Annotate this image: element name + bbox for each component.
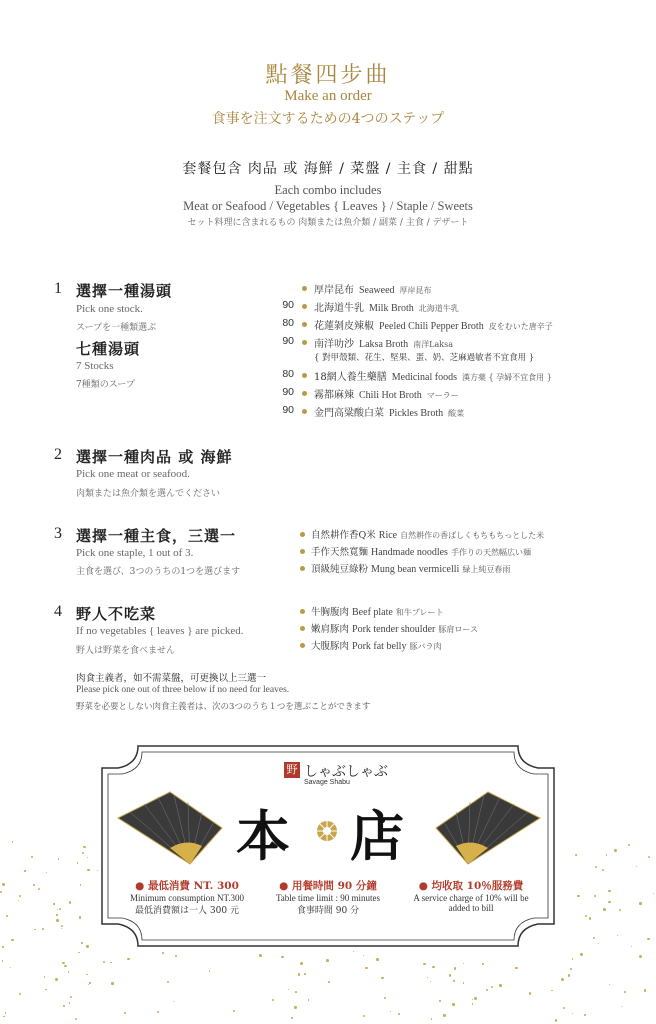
gold-speck [89,982,90,983]
broth-name-jp: 酸菜 [448,409,465,418]
gold-speck [482,963,484,965]
gold-speck [390,1011,391,1012]
step-number: 3 [54,525,62,542]
gold-speck [595,866,597,868]
gold-speck [499,984,502,987]
meat-name: 大腹豚肉 [311,641,350,652]
condition-title: 均收取 10％服務費 [431,880,524,892]
gold-speck [463,963,464,964]
gold-speck [624,991,626,993]
gold-speck [81,942,83,944]
gold-speck [563,1007,565,1009]
broth-name-en: Peeled Chili Pepper Broth [379,321,484,332]
gold-speck [432,966,435,969]
gold-speck [614,849,617,852]
staple-name-en: Handmade noodles [371,547,448,558]
condition-en: Table time limit : 90 minutes [275,893,381,903]
combo-heading: 套餐包含 肉品 或 海鮮 / 菜盤 / 主食 / 甜點 [182,161,474,177]
gold-speck [443,1014,446,1017]
broth-item [278,317,638,333]
gold-speck [555,1019,558,1022]
gold-speck [430,981,431,982]
gold-speck [87,869,90,872]
store-card [98,742,558,950]
gold-speck [653,893,654,894]
broth-item [278,281,638,297]
gold-speck [619,909,622,912]
gold-speck [584,1014,585,1015]
gold-speck [365,967,368,970]
broth-name-en: Pickles Broth [389,408,444,419]
step-en: Pick one stock. [76,303,143,315]
meat-name-jp: 豚バラ肉 [409,642,442,651]
gold-speck [427,977,428,978]
gold-speck [124,1012,126,1014]
gold-speck [61,928,62,929]
gold-speck [38,888,41,891]
gold-speck [551,990,552,991]
store-title-right: 店 [350,804,404,868]
gold-speck [474,997,476,999]
gold-speck [162,952,163,953]
stock-count-en: 7 Stocks [76,360,114,372]
broth-item [278,386,638,402]
bullet-icon [302,304,307,309]
gold-speck [639,955,642,958]
gold-speck [233,1010,235,1012]
gold-speck [628,844,630,846]
broth-item [278,404,638,420]
gold-speck [353,951,354,952]
bullet-icon [302,409,307,414]
gold-speck [19,895,21,897]
broth-name-jp: マーラー [426,391,459,400]
broth-price: 80 [282,368,294,380]
gold-speck [326,959,329,962]
bullet-icon [300,566,305,571]
gold-speck [0,891,2,893]
gold-speck [34,929,36,931]
gold-speck [608,901,610,903]
gold-speck [568,974,570,976]
broth-name-en: Laksa Broth [359,339,409,350]
gold-speck [570,968,572,970]
broth-name-jp: 南洋Laksa [413,340,453,349]
broth-price: 90 [282,386,294,398]
broth-name: 花蓮剝皮辣椒 [314,321,374,332]
staple-name-en: Rice [378,530,398,541]
gold-speck [63,1005,64,1006]
gold-speck [70,996,72,998]
broth-name: 厚岸昆布 [314,285,354,296]
gold-speck [45,989,47,991]
step-jp: 肉類または魚介類を選んでください [76,489,221,499]
gold-speck [86,945,88,947]
gold-speck [609,984,610,985]
gold-speck [431,1018,432,1019]
gold-speck [3,1016,4,1017]
bullet-icon [300,643,305,648]
bullet-icon [300,532,305,537]
store-title-left: 本 [236,804,290,868]
broth-name: 霧都麻辣 [314,390,354,401]
staple-name: 頂級純豆綠粉 [311,564,369,575]
broth-item [278,368,638,384]
gold-speck [449,974,451,976]
gold-speck [463,982,465,984]
step-jp: 主食を選び、3つのうちの1つを選びます [76,567,241,577]
gold-speck [75,1018,77,1020]
gold-speck [472,1003,474,1005]
gold-speck [69,901,71,903]
logo-script: しゃぶしゃぶ [304,764,388,780]
staple-name-jp: 自然耕作の香ばしくもちもちっとした米 [400,531,545,540]
gold-speck [259,954,262,957]
gold-speck [294,1006,297,1009]
allergy-note: { 對甲殼類、花生、堅果、蛋、奶、芝麻過敏者不宜食用 } [314,353,535,363]
step-title: 選擇一種湯頭 [76,282,173,300]
gold-speck [56,919,59,922]
bullet-icon [302,286,307,291]
fan-left-icon [110,788,230,868]
broth-name-jp: 皮をむいた唐辛子 [488,322,553,331]
gold-speck [580,953,583,956]
gold-speck [103,961,105,963]
gold-speck [173,1001,174,1002]
gold-speck [55,978,58,981]
gold-speck [439,1000,441,1002]
step-en: Pick one meat or seafood. [76,468,190,480]
combo-en-line2: Meat or Seafood / Vegetables { Leaves } / Staple / Sweets [183,199,473,213]
step-number: 4 [54,603,62,620]
gold-speck [639,902,642,905]
meat-name-jp: 豚肩ロース [438,625,478,634]
gold-speck [53,903,54,904]
gold-speck [585,915,587,917]
gold-speck [606,854,607,855]
gold-speck [577,895,579,897]
gold-speck [68,971,70,973]
gold-speck [175,955,177,957]
broth-item [278,335,638,351]
gold-speck [423,963,426,966]
gold-speck [454,967,457,970]
gold-speck [209,970,210,971]
condition-service-charge [396,878,546,913]
gold-speck [167,981,169,983]
gold-speck [452,1003,455,1006]
gold-speck [561,978,564,981]
gold-speck [594,895,596,897]
gold-speck [10,967,11,968]
gold-speck [78,952,80,954]
condition-jp: 食事時間 90 分 [296,906,360,916]
footnote-zh: 肉食主義者，如不需菜盤，可更換以上三選一 [76,673,267,684]
gold-speck [589,917,591,919]
step-en: Pick one staple, 1 out of 3. [76,547,194,559]
chrysanthemum-icon [316,820,338,842]
staple-name-jp: 緑上純豆春雨 [462,565,511,574]
condition-jp: 最低消費額は一人 300 元 [135,906,239,916]
gold-speck [472,999,473,1000]
gold-speck [288,989,289,990]
step-jp: スープを一種類選ぶ [76,323,157,333]
meat-name-jp: 和牛プレート [395,608,444,617]
step-jp: 野人は野菜を食べません [76,646,176,656]
staple-name-en: Mung bean vermicelli [371,564,460,575]
gold-speck [87,857,88,858]
gold-speck [33,884,35,886]
gold-speck [602,869,604,871]
meat-name: 嫩肩豚肉 [311,624,350,635]
bullet-icon [300,609,305,614]
bullet-icon: ● [279,880,292,892]
gold-speck [529,992,532,995]
broth-name-jp: 厚岸昆布 [399,286,432,295]
gold-speck [127,958,130,961]
bullet-icon [302,391,307,396]
staple-name-jp: 手作りの天然幅広い麺 [450,548,531,557]
footnote-en: Please pick one out of three below if no need for leaves. [76,685,290,695]
gold-speck [19,993,21,995]
step-en: If no vegetables { leaves } are picked. [76,625,244,637]
bullet-icon [302,340,307,345]
gold-speck [363,1015,365,1017]
gold-speck [300,962,303,965]
step-title: 選擇一種肉品 或 海鮮 [76,448,233,466]
gold-speck [110,962,111,963]
logo-seal: 野 [284,762,300,778]
gold-speck [398,1013,400,1015]
gold-speck [83,846,85,848]
gold-speck [56,914,57,915]
gold-speck [381,977,384,980]
gold-speck [77,862,78,863]
gold-speck [57,909,58,910]
gold-speck [6,915,9,918]
broth-price: 90 [282,404,294,416]
bullet-icon [302,373,307,378]
gold-speck [64,965,66,967]
gold-speck [647,938,649,940]
logo-en: Savage Shabu [304,779,350,786]
broth-name-en: Seaweed [359,285,395,296]
step-number: 1 [54,280,62,297]
gold-speck [621,1006,622,1007]
broth-name-en: Medicinal foods [391,372,457,383]
gold-speck [328,981,330,983]
stock-count-jp: 7種類のスープ [76,380,135,390]
gold-speck [453,980,454,981]
gold-speck [593,937,595,939]
step-number: 2 [54,446,62,463]
gold-speck [157,1011,159,1013]
gold-speck [18,900,19,901]
broth-name: 金門高粱酸白菜 [314,408,384,419]
page-title-jp: 食事を注文するための4つのステップ [211,111,445,127]
gold-speck [58,858,60,860]
broth-name-en: Chili Hot Broth [359,390,422,401]
gold-speck [617,935,618,936]
gold-speck [42,928,44,930]
broth-name: 北海道牛乳 [314,303,364,314]
gold-speck [5,1012,7,1014]
gold-speck [295,991,297,993]
broth-price: 90 [282,335,294,347]
broth-name-jp: 漢方薬 { 孕婦不宜食用 } [462,373,552,382]
gold-speck [12,841,13,842]
gold-speck [69,1002,71,1004]
page-title-en: Make an order [284,88,372,104]
gold-speck [79,916,82,919]
gold-speck [11,939,14,942]
bullet-icon [300,549,305,554]
gold-speck [82,852,84,854]
combo-jp: セット料理に含まれるもの 肉類または魚介類 / 副菜 / 主食 / デザート [187,218,469,228]
broth-name: 南洋叻沙 [314,339,354,350]
gold-speck [608,890,610,892]
condition-time-limit [258,878,398,916]
footnote-jp: 野菜を必要としない肉食主義者は、次の3つのうち１つを選ぶことができます [76,702,371,712]
gold-speck [603,908,606,911]
gold-speck [486,989,488,991]
bullet-icon [300,626,305,631]
meat-name-en: Pork fat belly [352,641,407,652]
gold-speck [31,856,33,858]
gold-speck [648,856,650,858]
broth-price: 90 [282,299,294,311]
page-title: 點餐四步曲 [265,63,391,88]
gold-speck [291,1017,292,1018]
gold-speck [636,866,637,867]
gold-speck [631,946,633,948]
gold-speck [363,955,364,956]
gold-speck [46,872,47,873]
meat-name-en: Beef plate [352,607,393,618]
gold-speck [384,997,386,999]
gold-speck [62,962,64,964]
gold-speck [304,973,306,975]
gold-speck [491,986,494,989]
gold-speck [2,960,3,961]
gold-speck [24,870,25,871]
gold-speck [86,974,88,976]
step-title: 選擇一種主食，三選一 [76,527,237,545]
broth-name-en: Milk Broth [369,303,414,314]
bullet-icon: ● [135,880,148,892]
gold-speck [308,999,309,1000]
broth-name: 18網人養生藥膳 [314,372,387,383]
meat-name-en: Pork tender shoulder [352,624,436,635]
bullet-icon [302,322,307,327]
gold-speck [598,943,599,944]
gold-speck [376,958,379,961]
gold-speck [88,984,89,985]
condition-en: A service charge of 10% will be [413,893,529,903]
gold-speck [515,967,518,970]
staple-name: 手作天然寬麵 [311,547,369,558]
broth-name-jp: 北海道牛乳 [418,304,459,313]
condition-en-cont: added to bill [448,903,494,913]
gold-speck [272,999,274,1001]
condition-en: Minimum consumption NT.300 [129,893,245,903]
fan-right-icon [428,788,548,868]
gold-speck [111,982,114,985]
gold-speck [298,973,300,975]
bullet-icon: ● [418,880,432,892]
gold-speck [644,989,647,992]
gold-speck [44,976,46,978]
staple-name: 自然耕作香Q米 [311,530,376,541]
broth-item [278,299,638,315]
step-title: 野人不吃菜 [76,605,157,623]
meat-name: 牛胸腹肉 [311,607,350,618]
gold-speck [2,883,5,886]
gold-speck [61,925,63,927]
gold-speck [281,956,284,959]
broth-price: 80 [282,317,294,329]
gold-speck [59,908,61,910]
gold-speck [572,958,573,959]
gold-speck [80,884,82,886]
gold-speck [2,946,3,947]
condition-title: 用餐時間 90 分鐘 [291,880,377,892]
combo-en-line1: Each combo includes [274,183,382,197]
stock-count-title: 七種湯頭 [76,340,141,358]
gold-speck [576,854,577,855]
gold-speck [572,1013,573,1014]
condition-min-spend [112,878,262,916]
condition-title: 最低消費 NT. 300 [147,880,239,892]
